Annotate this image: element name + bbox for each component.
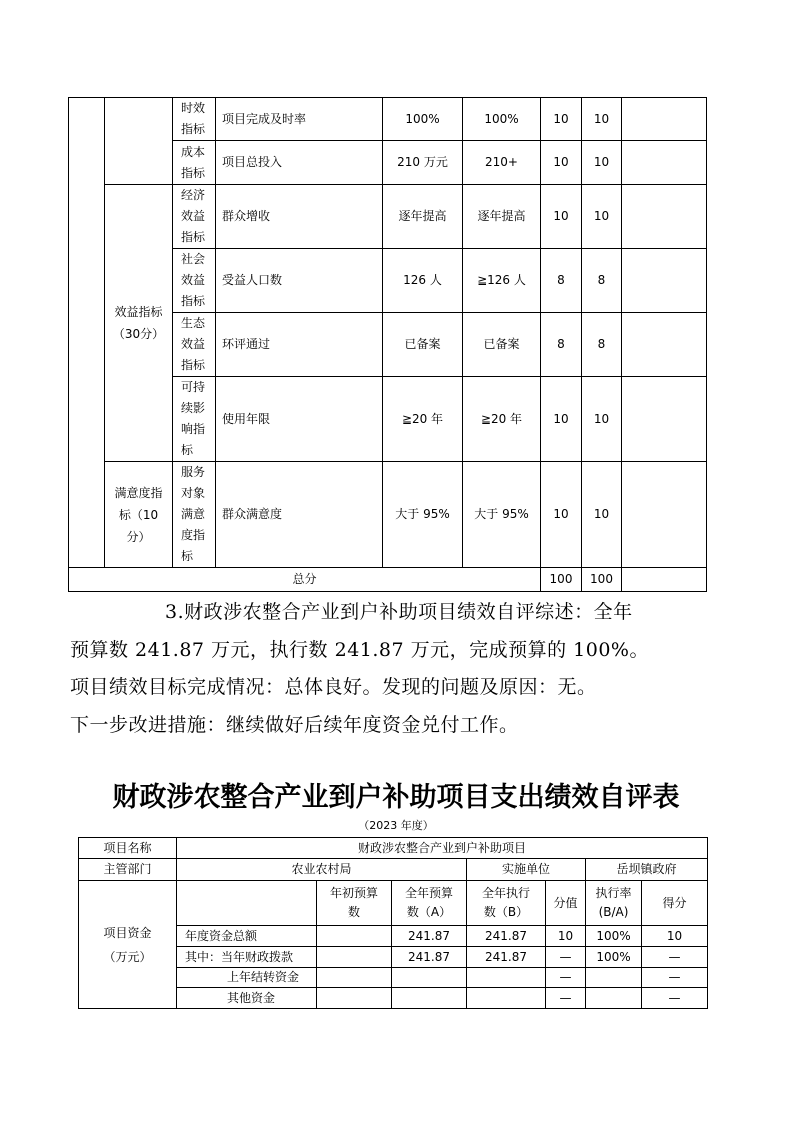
budget-cell xyxy=(392,988,467,1009)
table-row xyxy=(79,838,708,859)
row-label: 年度资金总额 xyxy=(177,926,317,947)
table-row xyxy=(69,462,707,568)
score-cell: 10 xyxy=(582,98,622,141)
benefit-category: 效益指标（30分） xyxy=(112,305,165,341)
header-row xyxy=(79,881,708,926)
weight-cell: — xyxy=(546,988,586,1009)
target-cell: 126 人 xyxy=(383,249,463,313)
rate-cell xyxy=(586,988,642,1009)
indicator-cell: 生态效益指标 xyxy=(181,316,206,372)
actual-cell: ≧20 年 xyxy=(463,377,541,462)
paragraph-line: 下一步改进措施：继续做好后续年度资金兑付工作。 xyxy=(70,713,519,736)
table-row xyxy=(69,98,707,141)
rate-cell: 100% xyxy=(586,926,642,947)
weight-cell: — xyxy=(546,947,586,968)
note-cell xyxy=(622,249,707,313)
actual-cell: 210+ xyxy=(463,141,541,185)
project-name: 财政涉农整合产业到户补助项目 xyxy=(177,838,708,859)
column-header: 年初预算数 xyxy=(329,886,378,919)
score-cell: 8 xyxy=(582,249,622,313)
score-cell: — xyxy=(642,968,708,988)
score-cell: 10 xyxy=(642,926,708,947)
total-weight: 100 xyxy=(541,568,582,592)
blank-cell xyxy=(105,98,173,185)
column-header: 执行率(B/A) xyxy=(595,886,632,919)
target-cell: 大于 95% xyxy=(383,462,463,568)
weight-cell: 10 xyxy=(541,141,582,185)
score-cell: 10 xyxy=(582,462,622,568)
indicator-cell: 时效指标 xyxy=(181,101,206,136)
impl: 岳坝镇政府 xyxy=(586,859,708,881)
row-label: 其他资金 xyxy=(177,988,317,1009)
self-evaluation-table xyxy=(78,837,708,1009)
weight-cell: 10 xyxy=(541,377,582,462)
score-cell: 10 xyxy=(582,377,622,462)
target-cell: ≧20 年 xyxy=(383,377,463,462)
total-score: 100 xyxy=(582,568,622,592)
rate-cell xyxy=(586,968,642,988)
target-cell: 210 万元 xyxy=(383,141,463,185)
actual-cell: 100% xyxy=(463,98,541,141)
item-cell: 受益人口数 xyxy=(216,249,383,313)
column-header: 全年预算数（A） xyxy=(404,886,453,919)
paragraph-line: 项目绩效目标完成情况：总体良好。发现的问题及原因：无。 xyxy=(70,676,597,698)
column-header: 得分 xyxy=(642,881,708,926)
total-row xyxy=(69,568,707,592)
budget-cell: 241.87 xyxy=(392,926,467,947)
item-cell: 使用年限 xyxy=(216,377,383,462)
table-row xyxy=(69,185,707,249)
rate-cell: 100% xyxy=(586,947,642,968)
project-name-label: 项目名称 xyxy=(79,838,177,859)
budget-cell: 241.87 xyxy=(392,947,467,968)
initial-cell xyxy=(317,968,392,988)
weight-cell: 8 xyxy=(541,313,582,377)
executed-cell xyxy=(467,988,546,1009)
score-cell: 10 xyxy=(582,185,622,249)
executed-cell: 241.87 xyxy=(467,947,546,968)
note-cell xyxy=(622,141,707,185)
target-cell: 已备案 xyxy=(383,313,463,377)
executed-cell xyxy=(467,968,546,988)
executed-cell: 241.87 xyxy=(467,926,546,947)
row-label: 上年结转资金 xyxy=(177,968,317,988)
initial-cell xyxy=(317,988,392,1009)
paragraph-line: 3.财政涉农整合产业到户补助项目绩效自评综述：全年 xyxy=(165,601,633,623)
blank-cell xyxy=(69,98,105,568)
note-cell xyxy=(622,313,707,377)
section-title: 财政涉农整合产业到户补助项目支出绩效自评表 xyxy=(112,782,680,813)
column-header: 分值 xyxy=(546,881,586,926)
actual-cell: 已备案 xyxy=(463,313,541,377)
dept: 农业农村局 xyxy=(177,859,467,881)
target-cell: 逐年提高 xyxy=(383,185,463,249)
weight-cell: 10 xyxy=(541,462,582,568)
dept-label: 主管部门 xyxy=(79,859,177,881)
blank-cell xyxy=(177,881,317,926)
table-row xyxy=(79,859,708,881)
score-cell: — xyxy=(642,947,708,968)
score-cell: — xyxy=(642,988,708,1009)
impl-label: 实施单位 xyxy=(467,859,586,881)
note-cell xyxy=(622,185,707,249)
note-cell xyxy=(622,377,707,462)
weight-cell: 8 xyxy=(541,249,582,313)
initial-cell xyxy=(317,947,392,968)
total-label: 总分 xyxy=(69,568,541,592)
budget-cell xyxy=(392,968,467,988)
paragraph-line: 预算数 241.87 万元，执行数 241.87 万元，完成预算的 100%。 xyxy=(70,638,649,661)
actual-cell: 大于 95% xyxy=(463,462,541,568)
item-cell: 群众增收 xyxy=(216,185,383,249)
note-cell xyxy=(622,462,707,568)
column-header: 全年执行数（B） xyxy=(481,886,530,919)
indicator-cell: 服务对象满意度指标 xyxy=(181,465,206,563)
indicator-cell: 可持续影响指标 xyxy=(181,380,206,457)
item-cell: 项目总投入 xyxy=(216,141,383,185)
score-cell: 8 xyxy=(582,313,622,377)
weight-cell: 10 xyxy=(541,185,582,249)
satisfaction-category: 满意度指标（10分） xyxy=(114,485,163,544)
summary-paragraph xyxy=(70,594,720,744)
actual-cell: 逐年提高 xyxy=(463,185,541,249)
indicator-cell: 社会效益指标 xyxy=(181,252,206,308)
indicator-cell: 成本指标 xyxy=(181,144,206,180)
performance-indicator-table xyxy=(68,97,707,592)
actual-cell: ≧126 人 xyxy=(463,249,541,313)
score-cell: 10 xyxy=(582,141,622,185)
row-label: 其中：当年财政拨款 xyxy=(177,947,317,968)
item-cell: 环评通过 xyxy=(216,313,383,377)
note-cell xyxy=(622,568,707,592)
target-cell: 100% xyxy=(383,98,463,141)
funds-label: 项目资金（万元） xyxy=(103,925,152,964)
initial-cell xyxy=(317,926,392,947)
indicator-cell: 经济效益指标 xyxy=(181,188,206,244)
weight-cell: — xyxy=(546,968,586,988)
note-cell xyxy=(622,98,707,141)
year-subtitle: （2023 年度） xyxy=(358,819,434,832)
weight-cell: 10 xyxy=(546,926,586,947)
item-cell: 群众满意度 xyxy=(216,462,383,568)
weight-cell: 10 xyxy=(541,98,582,141)
item-cell: 项目完成及时率 xyxy=(216,98,383,141)
